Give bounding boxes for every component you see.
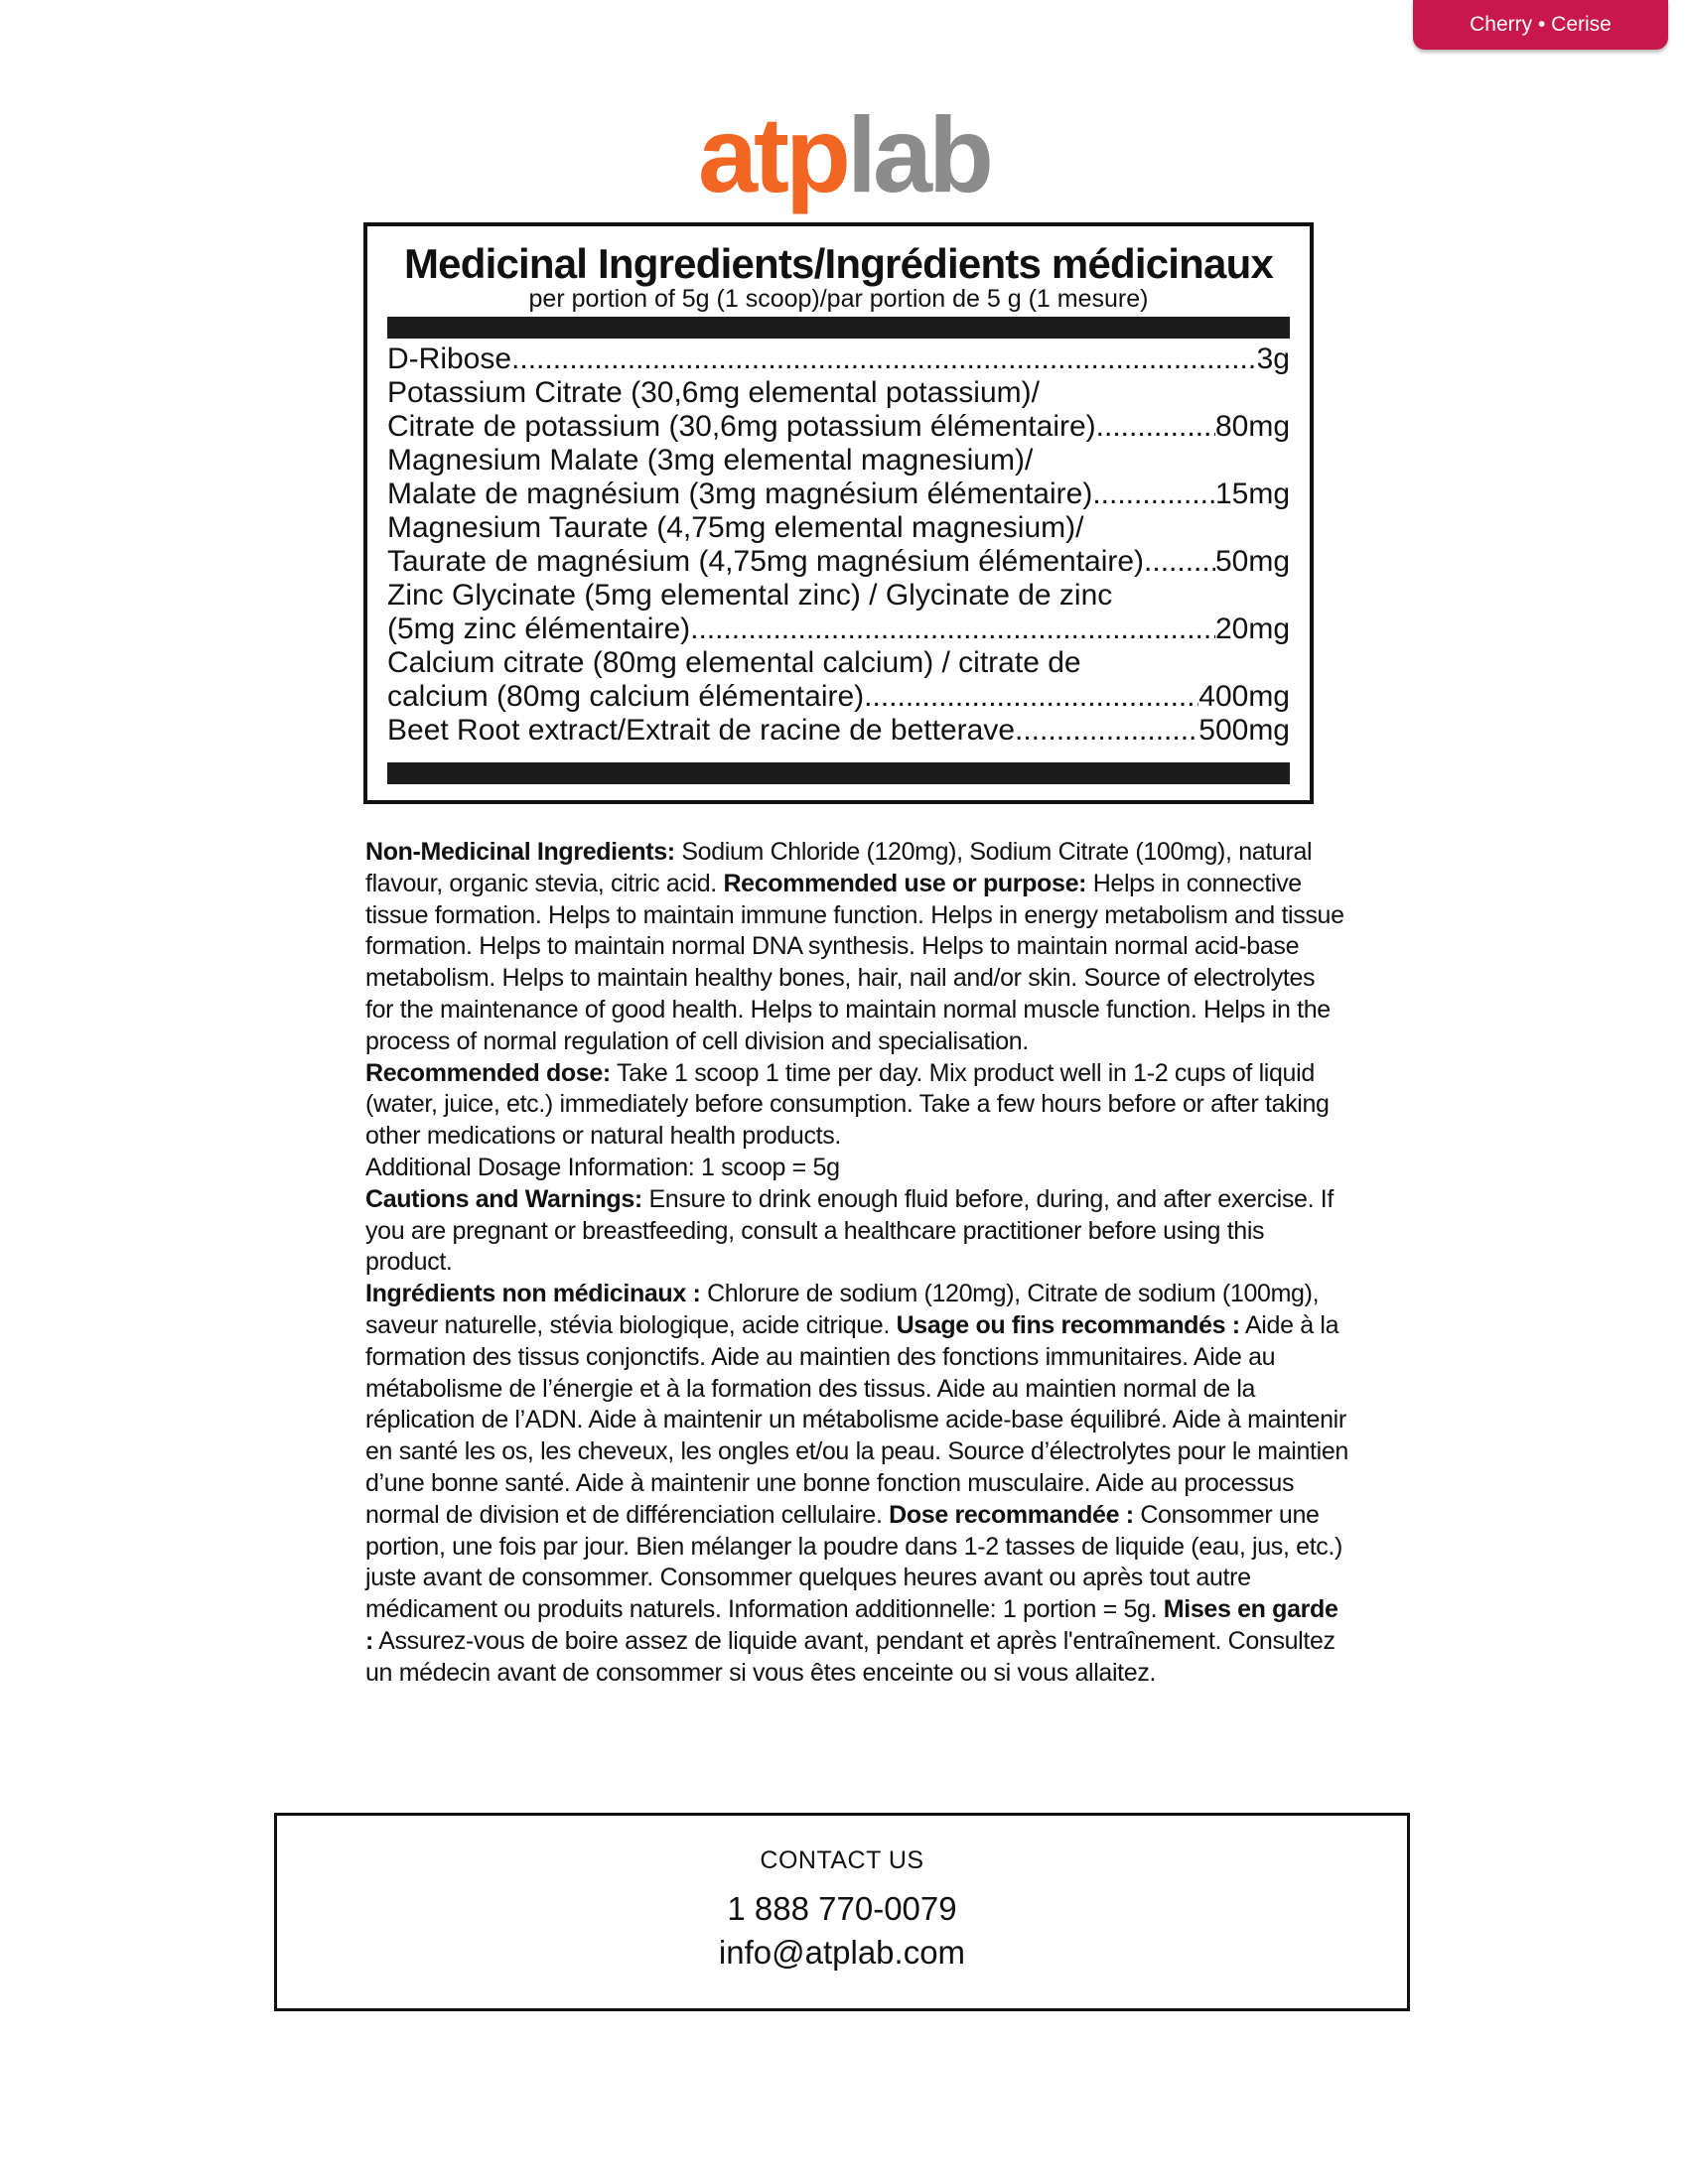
ingredient-line bbox=[387, 680, 1290, 714]
dose-label: Recommended dose: bbox=[365, 1058, 611, 1087]
fr-nmi-text: Chlorure de sodium (120mg), Citrate de sodium (100mg), saveur naturelle, stévia biologique, acide citrique. bbox=[365, 1280, 1320, 1339]
ingredient-amount: 500mg bbox=[1198, 714, 1290, 747]
ingredient-name: calcium (80mg calcium élémentaire) bbox=[387, 680, 865, 713]
label-body-text bbox=[365, 837, 1348, 1690]
fr-use-label: Usage ou fins recommandés : bbox=[896, 1310, 1240, 1339]
logo-atp: atp bbox=[697, 94, 847, 214]
fr-nmi-label: Ingrédients non médicinaux : bbox=[365, 1280, 701, 1308]
nmi-label: Non-Medicinal Ingredients: bbox=[365, 838, 675, 866]
ingredient-name: Zinc Glycinate (5mg elemental zinc) / Glycinate de zinc bbox=[387, 579, 1113, 612]
cautions-text: Ensure to drink enough fluid before, during, and after exercise. If you are pregnant or breastfeeding, consult a healthcare practitioner before using this product. bbox=[365, 1184, 1334, 1277]
ingredient-amount: 15mg bbox=[1214, 478, 1290, 510]
medicinal-subtitle: per portion of 5g (1 scoop)/par portion de 5 g (1 mesure) bbox=[528, 285, 1149, 313]
ingredient-line bbox=[387, 376, 1290, 410]
dot-leader bbox=[690, 613, 1215, 646]
ingredient-name: Malate de magnésium (3mg magnésium élémentaire) bbox=[387, 478, 1093, 510]
atplab-logo bbox=[0, 95, 1688, 214]
dot-leader bbox=[1144, 545, 1215, 579]
ingredient-name: Beet Root extract/Extrait de racine de betterave bbox=[387, 714, 1016, 747]
bottom-divider-bar bbox=[387, 762, 1290, 784]
ingredient-line bbox=[387, 410, 1290, 444]
cautions-label: Cautions and Warnings: bbox=[365, 1184, 642, 1213]
dot-leader bbox=[864, 680, 1198, 714]
ingredient-amount: 400mg bbox=[1198, 680, 1290, 713]
medicinal-ingredients-panel bbox=[363, 222, 1314, 804]
ingredient-line bbox=[387, 478, 1290, 511]
ingredient-name: D-Ribose bbox=[387, 342, 512, 375]
ingredient-line bbox=[387, 511, 1290, 545]
dot-leader bbox=[1015, 714, 1198, 748]
contact-phone[interactable]: 1 888 770-0079 bbox=[727, 1890, 957, 1927]
ingredient-name: Magnesium Malate (3mg elemental magnesium)/ bbox=[387, 444, 1034, 477]
ingredient-line bbox=[387, 545, 1290, 579]
contact-title: CONTACT US bbox=[760, 1846, 924, 1874]
ingredient-line bbox=[387, 342, 1290, 376]
ingredient-line bbox=[387, 579, 1290, 613]
use-text: Helps in connective tissue formation. Helps to maintain immune function. Helps in energy metabolism and tissue formation. Helps to maintain normal DNA synthesis. Helps to maintain normal acid-base metabolism. Helps to maintain healthy bones, hair, nail and/or skin. Source of electrolytes for the maintenance of good health. Helps to maintain normal muscle function. Helps in the process of normal regulation of cell division and specialisation. bbox=[365, 869, 1344, 1055]
dot-leader bbox=[511, 342, 1257, 376]
ingredient-name: Calcium citrate (80mg elemental calcium) / citrate de bbox=[387, 646, 1081, 679]
ingredient-name: Citrate de potassium (30,6mg potassium élémentaire) bbox=[387, 410, 1096, 443]
additional-dose: Additional Dosage Information: 1 scoop = 5g bbox=[365, 1153, 840, 1181]
ingredient-line bbox=[387, 714, 1290, 748]
ingredient-name: Taurate de magnésium (4,75mg magnésium élémentaire) bbox=[387, 545, 1145, 578]
ingredient-amount: 50mg bbox=[1214, 545, 1290, 578]
logo-lab: lab bbox=[846, 94, 991, 214]
ingredient-line bbox=[387, 444, 1290, 478]
ingredient-amount: 20mg bbox=[1214, 613, 1290, 645]
fr-dose-label: Dose recommandée : bbox=[889, 1500, 1134, 1529]
ingredient-list bbox=[387, 342, 1290, 748]
medicinal-title: Medicinal Ingredients/Ingrédients médicinaux bbox=[404, 240, 1273, 287]
flavor-tab: Cherry • Cerise bbox=[1413, 0, 1668, 50]
dose-text: Take 1 scoop 1 time per day. Mix product well in 1-2 cups of liquid (water, juice, etc.) immediately before consumption. Take a few hours before or after taking other medications or natural health products. bbox=[365, 1058, 1330, 1151]
ingredient-name: Magnesium Taurate (4,75mg elemental magnesium)/ bbox=[387, 511, 1084, 544]
fr-use-text: Aide à la formation des tissus conjonctifs. Aide au maintien des fonctions immunitaires. Aide au métabolisme de l’énergie et à la formation des tissus. Aide au maintien normal de la réplication de l’ADN. Aide à maintenir un métabolisme acide-base équilibré. Aide à maintenir en santé les os, les cheveux, les ongles et/ou la peau. Source d’électrolytes pour le maintien d’une bonne santé. Aide à maintenir une bonne fonction musculaire. Aide au processus normal de division et de différenciation cellulaire. bbox=[365, 1310, 1348, 1529]
fr-dose-text: Consommer une portion, une fois par jour. Bien mélanger la poudre dans 1-2 tasses de liquide (eau, jus, etc.) juste avant de consommer. Consommer quelques heures avant ou après tout autre médicament ou produits naturels. Information additionnelle: 1 portion = 5g. bbox=[365, 1500, 1343, 1624]
ingredient-name: (5mg zinc élémentaire) bbox=[387, 613, 691, 645]
use-label: Recommended use or purpose: bbox=[723, 869, 1087, 897]
fr-cautions-label: Mises en garde : bbox=[365, 1595, 1338, 1655]
top-divider-bar bbox=[387, 317, 1290, 339]
ingredient-line bbox=[387, 646, 1290, 680]
fr-cautions-text: Assurez-vous de boire assez de liquide avant, pendant et après l'entraînement. Consultez un médecin avant de consommer si vous êtes enceinte ou si vous allaitez. bbox=[365, 1626, 1336, 1687]
ingredient-name: Potassium Citrate (30,6mg elemental potassium)/ bbox=[387, 376, 1040, 409]
contact-email[interactable]: info@atplab.com bbox=[718, 1934, 966, 1971]
dot-leader bbox=[1092, 478, 1215, 511]
nmi-text: Sodium Chloride (120mg), Sodium Citrate (100mg), natural flavour, organic stevia, citric acid. bbox=[365, 838, 1313, 897]
dot-leader bbox=[1096, 410, 1215, 444]
ingredient-amount: 80mg bbox=[1214, 410, 1290, 443]
contact-panel bbox=[274, 1813, 1410, 2011]
ingredient-line bbox=[387, 613, 1290, 646]
ingredient-amount: 3g bbox=[1256, 342, 1290, 375]
